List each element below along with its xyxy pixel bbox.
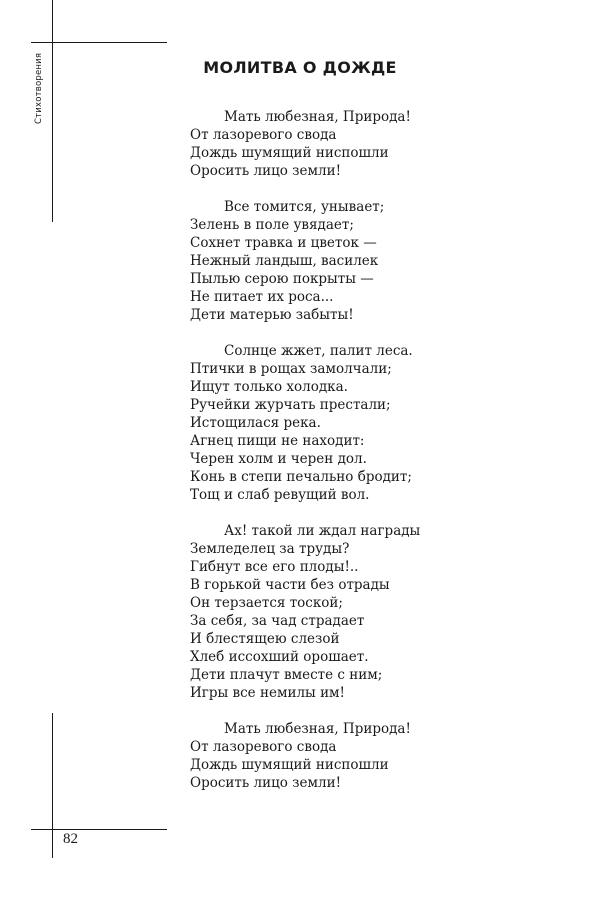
top-horizontal-rule (31, 42, 167, 43)
stanza (190, 342, 460, 504)
poem-line: Дети матерью забыты! (190, 307, 354, 323)
poem-line: Игры все немилы им! (190, 685, 345, 701)
stanza (190, 720, 460, 792)
poem-line: Мать любезная, Природа! (224, 109, 411, 125)
poem-line: Зелень в поле увядает; (190, 217, 354, 233)
poem-line: Мать любезная, Природа! (224, 721, 411, 737)
poem-body (190, 108, 460, 810)
poem-line: В горькой части без отрады (190, 577, 390, 593)
poem-line: Оросить лицо земли! (190, 163, 342, 179)
poem-line: Не питает их роса... (190, 289, 334, 305)
bottom-vertical-rule (52, 713, 53, 858)
poem-line: И блестящею слезой (190, 631, 340, 647)
poem-line: Все томится, унывает; (224, 199, 385, 215)
poem-line: Хлеб иссохший орошает. (190, 649, 369, 665)
poem-line: От лазоревого свода (190, 739, 337, 755)
poem-line: Птички в рощах замолчали; (190, 361, 392, 377)
poem-line: Сохнет травка и цветок — (190, 235, 377, 251)
poem-line: За себя, за чад страдает (190, 613, 365, 629)
poem-line: Черен холм и черен дол. (190, 451, 367, 467)
poem-line: Солнце жжет, палит леса. (224, 343, 413, 359)
stanza (190, 198, 460, 324)
poem-line: Тощ и слаб ревущий вол. (190, 487, 370, 503)
poem-line: Нежный ландыш, василек (190, 253, 379, 269)
poem-line: Конь в степи печально бродит; (190, 469, 412, 485)
poem-line: Оросить лицо земли! (190, 775, 342, 791)
poem-line: Пылью серою покрыты — (190, 271, 374, 287)
bottom-horizontal-rule (31, 829, 167, 830)
poem-line: Земледелец за труды? (190, 541, 350, 557)
running-head: Стихотворения (34, 52, 44, 124)
poem-line: Гибнут все его плоды!.. (190, 559, 359, 575)
stanza (190, 108, 460, 180)
poem-line: Дети плачут вместе с ним; (190, 667, 383, 683)
poem-line: Истощилася река. (190, 415, 321, 431)
poem-title: МОЛИТВА О ДОЖДЕ (203, 58, 397, 77)
page-number: 82 (63, 831, 78, 847)
poem-line: Ручейки журчать престали; (190, 397, 391, 413)
poem-line: Дождь шумящий ниспошли (190, 757, 389, 773)
poem-line: Он терзается тоской; (190, 595, 343, 611)
poem-line: Дождь шумящий ниспошли (190, 145, 389, 161)
poem-line: Ищут только холодка. (190, 379, 348, 395)
poem-line: Ах! такой ли ждал награды (224, 523, 421, 539)
stanza (190, 522, 460, 702)
top-vertical-rule (52, 0, 53, 222)
poem-line: Агнец пищи не находит: (190, 433, 365, 449)
poem-line: От лазоревого свода (190, 127, 337, 143)
